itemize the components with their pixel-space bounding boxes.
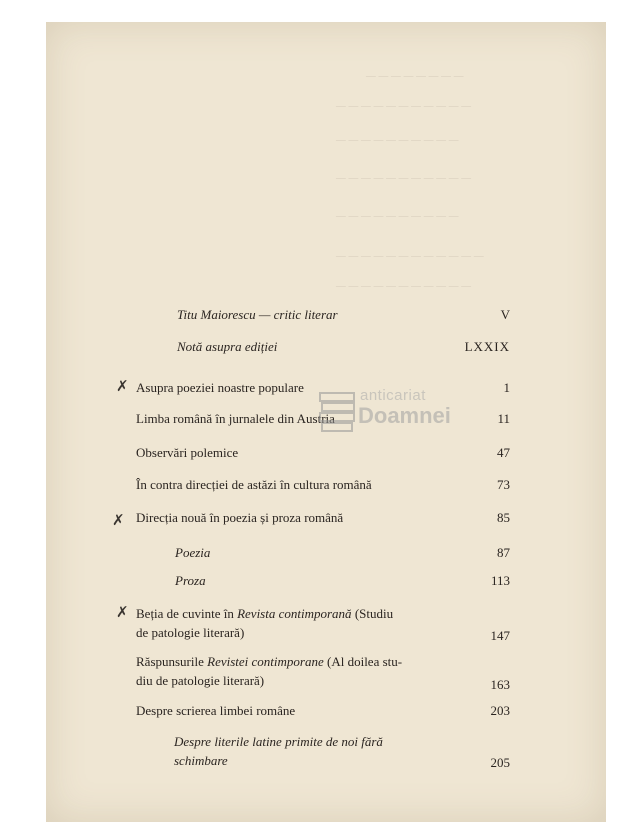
toc-entry-page: 205 <box>490 755 510 770</box>
bleed-through: — — — — — — — — <box>366 70 464 82</box>
toc-entry-title: Observări polemice <box>136 445 239 460</box>
toc-entry-title: În contra direcției de astăzi în cultura română <box>136 477 372 492</box>
toc-entry-page: 73 <box>497 477 510 492</box>
toc-subentry-title: Despre literile latine primite de noi fără <box>174 734 383 749</box>
toc-entry-page: 85 <box>497 510 510 525</box>
bleed-through: — — — — — — — — — — — — <box>336 250 484 262</box>
toc-entry-page: LXXIX <box>464 339 510 354</box>
bleed-through: — — — — — — — — — — — <box>336 100 472 112</box>
toc-entry-page: 11 <box>497 411 510 426</box>
toc-entry-page: 203 <box>490 703 510 718</box>
anticariat-watermark <box>318 379 451 454</box>
bleed-through: — — — — — — — — — — — <box>336 280 472 292</box>
toc-entry-title: Răspunsurile Revistei contimporane (Al doilea stu- <box>136 654 403 669</box>
toc-entry-title: Asupra poeziei noastre populare <box>136 380 304 395</box>
toc-entry-page: 163 <box>490 677 510 692</box>
toc-entry-title-cont: diu de patologie literară) <box>136 673 265 688</box>
toc-entry-title: Notă asupra ediției <box>177 339 278 354</box>
pencil-mark-icon: ✗ <box>116 379 129 395</box>
toc-entry-title: Limba română în jurnalele din Austria <box>136 411 335 426</box>
toc-entry-title-cont: de patologie literară) <box>136 625 245 640</box>
book-page <box>46 22 606 822</box>
toc-entry-title: Direcția nouă în poezia și proza română <box>136 510 344 525</box>
toc-entry-page: V <box>500 307 510 322</box>
bleed-through: — — — — — — — — — — <box>336 134 459 146</box>
watermark-line2: Doamnei <box>358 403 451 428</box>
toc-subentry-title: Proza <box>175 573 206 588</box>
pencil-mark-icon: ✗ <box>112 513 125 529</box>
toc-subentry-title-cont: schimbare <box>174 753 228 768</box>
toc-entry-title: Titu Maiorescu — critic literar <box>177 307 338 322</box>
watermark-line1: anticariat <box>360 387 426 404</box>
toc-entry-page: 47 <box>497 445 510 460</box>
bleed-through: — — — — — — — — — — <box>336 210 459 222</box>
toc-entry-page: 113 <box>490 573 510 588</box>
toc-entry-page: 87 <box>497 545 510 560</box>
toc-entry-title: Despre scrierea limbei române <box>136 703 296 718</box>
bleed-through: — — — — — — — — — — — <box>336 172 472 184</box>
books-icon <box>318 389 356 433</box>
toc-entry-page: 1 <box>503 380 510 395</box>
toc-entry-page: 147 <box>490 628 510 643</box>
toc-subentry-title: Poezia <box>175 545 211 560</box>
pencil-mark-icon: ✗ <box>116 605 129 621</box>
toc-entry-title: Beția de cuvinte în Revista contimporană (Studiu <box>136 606 394 621</box>
